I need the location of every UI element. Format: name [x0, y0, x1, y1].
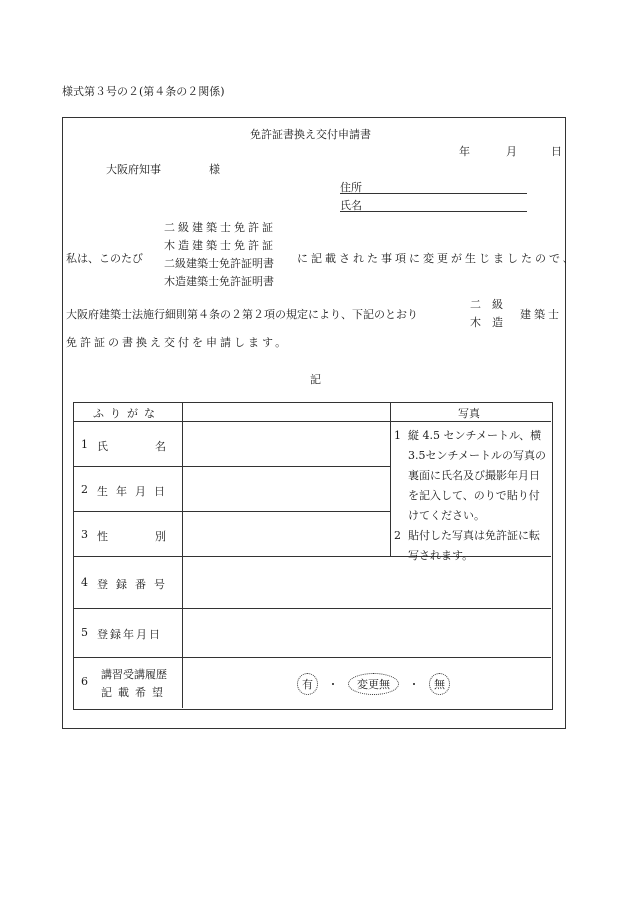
row-label-birthdate: 生年月日 [97, 485, 173, 498]
form-title: 免許証書換え交付申請書 [250, 128, 371, 141]
row-number: 4 [81, 576, 88, 589]
row-divider [73, 657, 551, 658]
photo-title: 写真 [458, 407, 480, 420]
qualification: 建築士 [520, 308, 562, 321]
row-number: 3 [81, 528, 88, 541]
date-day: 日 [551, 145, 562, 158]
addressee: 大阪府知事 [106, 163, 161, 176]
row-label-name-a: 氏 [97, 440, 108, 453]
option-separator: ・ [327, 678, 339, 691]
license-type-4: 木造建築士免許証明書 [164, 275, 274, 288]
photo-note-text: 貼付した写真は免許証に転写されます。 [408, 529, 540, 562]
furigana-label: ふりがな [93, 407, 161, 420]
row-divider [73, 421, 391, 422]
option-no[interactable]: 無 [429, 673, 450, 695]
license-type-3: 二級建築士免許証明書 [164, 257, 274, 270]
name-label: 氏名 [340, 199, 362, 212]
license-type-1: 二級建築士免許証 [164, 221, 276, 234]
date-month: 月 [506, 145, 517, 158]
rank-lower: 木 造 [470, 316, 503, 329]
statement-lead: 私は、このたび [66, 252, 143, 265]
row-divider [73, 511, 391, 512]
row-number: 2 [81, 483, 88, 496]
photo-column-divider [390, 402, 391, 556]
row-label-registration-number: 登録番号 [97, 578, 173, 591]
option-yes[interactable]: 有 [297, 673, 318, 695]
row-number: 6 [81, 675, 88, 688]
statement-line2: 大阪府建築士法施行細則第４条の２第２項の規定により、下記のとおり [66, 308, 418, 321]
option-separator: ・ [408, 678, 420, 691]
address-line [340, 193, 527, 194]
course-history-options [297, 673, 450, 695]
row-number: 1 [81, 438, 88, 451]
rank-upper: 二 級 [470, 298, 503, 311]
photo-instructions [394, 426, 550, 566]
row-divider [73, 608, 551, 609]
photo-note-text: 縦 4.5 センチメートル、横3.5センチメートルの写真の裏面に氏名及び撮影年月日を記入して、のりで貼り付けてください。 [408, 429, 547, 522]
date-year: 年 [459, 145, 470, 158]
row-number: 5 [81, 626, 88, 639]
photo-note-1 [394, 426, 550, 526]
row-label-sex-a: 性 [97, 530, 108, 543]
ki-heading: 記 [310, 373, 321, 386]
photo-note-number: 1 [394, 429, 401, 442]
license-type-2: 木造建築士免許証 [164, 239, 276, 252]
label-column-divider [182, 402, 183, 708]
row-label-course-history: 講習受講履歴 [101, 668, 167, 681]
row-label-name-b: 名 [155, 440, 166, 453]
row-label-registration-date: 登録年月日 [97, 628, 162, 641]
photo-note-number: 2 [394, 529, 401, 542]
photo-note-2 [394, 526, 550, 566]
photo-title-divider [391, 421, 551, 422]
row-label-sex-b: 別 [155, 530, 166, 543]
statement-tail: に記載された事項に変更が生じましたので、 [297, 252, 577, 265]
statement-line3: 免許証の書換え交付を申請します。 [66, 336, 290, 349]
form-number: 様式第３号の２(第４条の２関係) [62, 85, 225, 98]
name-line [340, 211, 527, 212]
row-divider [73, 466, 391, 467]
row-label-course-wish: 記載希望 [101, 686, 169, 699]
address-label: 住所 [340, 181, 362, 194]
honorific: 様 [209, 163, 220, 176]
option-no-change[interactable]: 変更無 [348, 673, 399, 695]
